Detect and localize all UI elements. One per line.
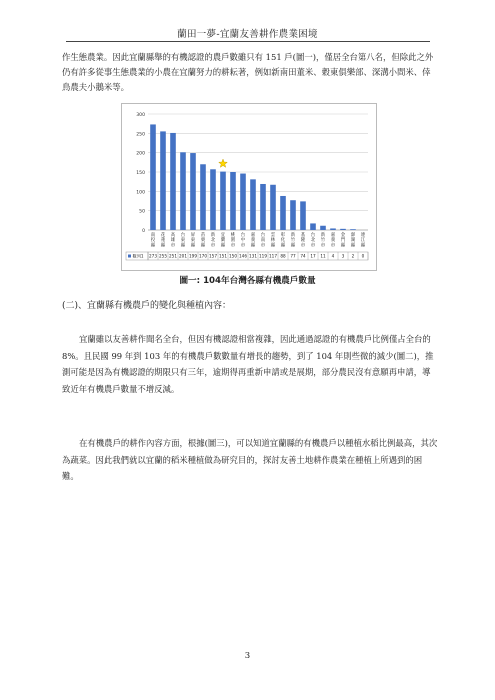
bar [320, 226, 326, 230]
chart-figure [121, 103, 377, 271]
x-tick-label: 縣 [160, 243, 166, 249]
bar [170, 133, 176, 230]
bar [270, 185, 276, 230]
data-label: 2 [351, 253, 355, 259]
bar [280, 196, 286, 230]
x-tick-label: 雄 [170, 238, 176, 244]
x-tick-label: 嘉 [330, 233, 336, 238]
bar [150, 124, 156, 230]
data-label: 74 [300, 253, 306, 259]
bar [230, 172, 236, 230]
x-tick-label: 縣 [150, 243, 156, 249]
x-tick-label: 苗 [200, 233, 206, 238]
section-heading: (二)、宜蘭縣有機農戶的變化與種植內容： [62, 301, 232, 311]
bar [290, 200, 296, 230]
data-label: 17 [310, 253, 316, 259]
bar [160, 131, 166, 230]
x-tick-label: 義 [330, 238, 336, 244]
x-tick-label: 園 [230, 238, 236, 244]
x-tick-label: 南 [150, 233, 156, 238]
x-tick-label: 市 [320, 243, 326, 249]
x-tick-label: 宜 [220, 233, 226, 238]
x-tick-label: 北 [210, 238, 216, 244]
x-tick-label: 南 [260, 238, 266, 244]
x-tick-label: 蘭 [220, 238, 226, 244]
x-tick-label: 縣 [180, 243, 186, 249]
x-tick-label: 投 [150, 238, 156, 244]
data-label: 0 [361, 253, 365, 259]
x-tick-label: 化 [280, 238, 286, 244]
x-tick-label: 澎 [350, 233, 356, 238]
x-tick-label: 東 [190, 238, 196, 244]
bar [340, 229, 346, 230]
x-tick-label: 縣 [190, 243, 196, 249]
x-tick-label: 桃 [230, 233, 236, 238]
x-tick-label: 林 [270, 238, 276, 244]
bar [300, 201, 306, 230]
bar [220, 172, 226, 230]
bar [260, 184, 266, 230]
highlight-star-icon [219, 159, 228, 167]
x-tick-label: 竹 [290, 238, 296, 244]
x-tick-label: 栗 [200, 238, 206, 244]
x-tick-label: 縣 [350, 243, 356, 249]
data-label: 131 [249, 253, 257, 259]
x-tick-label: 台 [310, 233, 316, 238]
bar [180, 152, 186, 230]
data-label: 157 [209, 253, 217, 259]
bar-chart [122, 104, 376, 270]
data-label: 4 [331, 253, 335, 259]
bar [250, 179, 256, 230]
x-tick-label: 東 [180, 238, 186, 244]
data-label: 11 [320, 253, 326, 259]
x-tick-label: 中 [240, 238, 246, 244]
bar [310, 223, 316, 230]
x-tick-label: 縣 [250, 243, 256, 249]
x-tick-label: 基 [300, 233, 306, 238]
data-label: 201 [179, 253, 187, 259]
x-tick-label: 市 [210, 243, 216, 249]
data-label: 88 [280, 253, 286, 259]
data-label: 199 [189, 253, 197, 259]
x-tick-label: 縣 [280, 243, 286, 249]
x-tick-label: 市 [310, 243, 316, 249]
data-label: 255 [159, 253, 167, 259]
x-tick-label: 北 [310, 238, 316, 244]
x-tick-label: 市 [300, 243, 306, 249]
x-tick-label: 門 [340, 238, 346, 244]
y-tick-label: 200 [136, 151, 145, 157]
x-tick-label: 市 [170, 243, 176, 249]
y-tick-label: 100 [136, 190, 145, 196]
paragraph-1: 作生態農業。因此宜蘭縣舉的有機認證的農戶數雖只有 151 戶(圖一)，僅居全台第八名，但除此之外仍有許多從事生態農業的小農在宜蘭努力的耕耘著，例如新南田董米、穀東俱樂部、深溝小間米、倖鳥農夫小鵝米等。 [62, 52, 434, 92]
x-tick-label: 高 [170, 233, 176, 238]
y-tick-label: 0 [142, 229, 145, 234]
x-tick-label: 新 [320, 233, 326, 238]
bar [200, 164, 206, 230]
figure-caption: 圖一: 104年台灣各縣有機農戶數量 [179, 276, 316, 286]
x-tick-label: 市 [260, 243, 266, 249]
page-number: 3 [244, 651, 251, 661]
x-tick-label: 縣 [340, 243, 346, 249]
data-label: 273 [149, 253, 157, 259]
x-tick-label: 花 [160, 233, 166, 238]
x-tick-label: 新 [290, 233, 296, 238]
paragraph-3: 在有機農戶的耕作內容方面，根據(圖三)，可以知道宜蘭縣的有機農戶以種植水稻比例最高，其次為蔬菜。因此我們就以宜蘭的稻米種植做為研究目的，探討友善土地耕作農業在種植上所遇到的困難。 [62, 438, 438, 481]
bar [350, 229, 356, 230]
data-label: 146 [239, 253, 247, 259]
x-tick-label: 縣 [290, 243, 296, 249]
x-tick-label: 市 [230, 243, 236, 249]
data-label: 150 [229, 253, 237, 259]
paragraph-2: 宜蘭雖以友善耕作聞名全台，但因有機認證相當複雜，因此通過認證的有機農戶比例僅占全台的 8%。且民國 99 年到 103 年的有機農戶數數量有增長的趨勢，到了 104 年則些微的減少(圖二)，推測可能是因為有機認證的期限只有三年，逾期得再重新申請或是展期，部分農民沒有意願再申請，導致近年有機農戶數量不增反減。 [62, 334, 434, 394]
x-tick-label: 竹 [320, 238, 326, 244]
data-label: 119 [259, 253, 267, 259]
data-label: 3 [341, 253, 345, 259]
data-label: 251 [169, 253, 177, 259]
x-tick-label: 嘉 [250, 233, 256, 238]
x-tick-label: 縣 [220, 243, 226, 249]
x-tick-label: 蓮 [160, 238, 166, 244]
legend-label: 數列1 [132, 253, 144, 259]
data-label: 77 [290, 253, 296, 259]
x-tick-label: 市 [330, 243, 336, 249]
x-tick-label: 湖 [350, 238, 356, 244]
header-rule [66, 41, 430, 42]
x-tick-label: 縣 [200, 243, 206, 249]
x-tick-label: 市 [240, 243, 246, 249]
x-tick-label: 屏 [190, 233, 196, 238]
bar [210, 169, 216, 230]
x-tick-label: 江 [360, 238, 366, 244]
page-header: 蘭田一夢-宜蘭友善耕作農業困境 [177, 29, 318, 40]
data-label: 170 [199, 253, 207, 259]
x-tick-label: 新 [210, 233, 216, 238]
x-tick-label: 彰 [280, 233, 286, 238]
y-tick-label: 50 [139, 209, 145, 215]
bar [190, 153, 196, 230]
legend-swatch [128, 255, 131, 258]
y-tick-label: 300 [136, 113, 145, 118]
x-tick-label: 連 [360, 233, 366, 238]
x-tick-label: 縣 [360, 243, 366, 249]
y-tick-label: 150 [136, 171, 145, 176]
data-label: 117 [269, 253, 277, 259]
y-tick-label: 250 [136, 132, 145, 138]
x-tick-label: 台 [240, 233, 246, 238]
bar [330, 228, 336, 230]
x-tick-label: 義 [250, 238, 256, 244]
x-tick-label: 台 [180, 233, 186, 238]
x-tick-label: 縣 [270, 243, 276, 249]
x-tick-label: 金 [340, 233, 346, 238]
x-tick-label: 雲 [270, 233, 276, 238]
bar [240, 174, 246, 230]
data-label: 151 [219, 253, 227, 259]
x-tick-label: 台 [260, 233, 266, 238]
x-tick-label: 隆 [300, 238, 306, 244]
